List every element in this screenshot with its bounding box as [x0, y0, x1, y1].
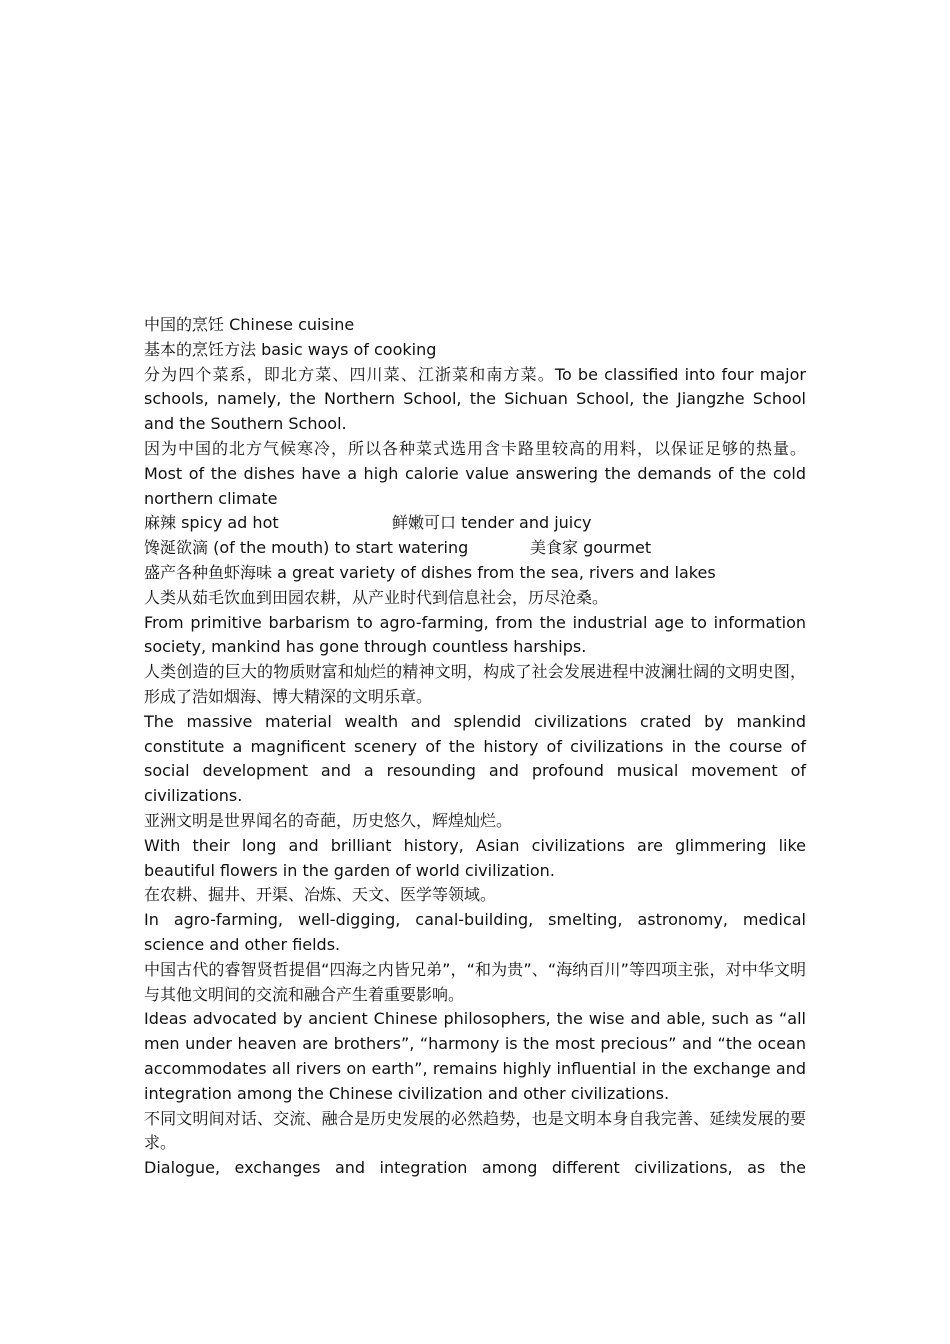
- paragraph-philosophers-en: Ideas advocated by ancient Chinese philosophers, the wise and able, such as “all men under heaven are brothers”, “harmony is the most precious” and “the ocean accommodates all rivers on earth”, remains highly influential in the exchange and integration among the Chinese civilization and other civilizations.: [144, 1009, 806, 1103]
- paragraph-seafood: 盛产各种鱼虾海味 a great variety of dishes from the sea, rivers and lakes: [144, 562, 716, 582]
- paragraph-northern-climate: 因为中国的北方气候寒冷，所以各种菜式选用含卡路里较高的用料，以保证足够的热量。Most of the dishes have a high calorie value answering the demands of the cold northern climate: [144, 438, 806, 508]
- paragraph-fields-en: In agro-farming, well-digging, canal-building, smelting, astronomy, medical science and other fields.: [144, 910, 806, 954]
- doc-title: 中国的烹饪 Chinese cuisine: [144, 315, 355, 334]
- paragraph-wealth-en: The massive material wealth and splendid civilizations crated by mankind constitute a magnificent scenery of the history of civilizations in the course of social development and a resounding and profound musical movement of civilizations.: [144, 711, 806, 806]
- vocab-gourmet: 美食家 gourmet: [530, 538, 652, 558]
- vocab-spicy: 麻辣 spicy ad hot: [144, 513, 279, 533]
- doc-subtitle: 基本的烹饪方法 basic ways of cooking: [144, 339, 437, 359]
- paragraph-dialogue-zh: 不同文明间对话、交流、融合是历史发展的必然趋势，也是文明本身自我完善、延续发展的要求。: [144, 1108, 806, 1153]
- paragraph-cuisine-schools: 分为四个菜系，即北方菜、四川菜、江浙菜和南方菜。To be classified into four major schools, namely, the Northern School, the Sichuan School, the Jiangzhe School and the Southern School.: [144, 364, 806, 434]
- vocab-watering: 馋涎欲滴 (of the mouth) to start watering: [144, 538, 469, 558]
- vocab-row-1: [144, 511, 806, 536]
- paragraph-wealth-zh: 人类创造的巨大的物质财富和灿烂的精神文明，构成了社会发展进程中波澜壮阔的文明史图，形成了浩如烟海、博大精深的文明乐章。: [144, 662, 806, 706]
- vocab-tender: 鲜嫩可口 tender and juicy: [392, 513, 592, 533]
- paragraph-philosophers-zh: 中国古代的睿智贤哲提倡“四海之内皆兄弟”，“和为贵”、“海纳百川”等四项主张，对中华文明与其他文明间的交流和融合产生着重要影响。: [144, 959, 806, 1004]
- paragraph-asian-en: With their long and brilliant history, Asian civilizations are glimmering like beautiful flowers in the garden of world civilization.: [144, 835, 806, 880]
- document-body: [144, 313, 806, 1181]
- paragraph-mankind-zh: 人类从茹毛饮血到田园农耕，从产业时代到信息社会，历尽沧桑。: [144, 587, 609, 607]
- vocab-row-2: [144, 536, 806, 561]
- paragraph-mankind-en: From primitive barbarism to agro-farming, from the industrial age to information society, mankind has gone through countless harships.: [144, 612, 806, 657]
- paragraph-fields-zh: 在农耕、掘井、开渠、冶炼、天文、医学等领域。: [144, 885, 497, 905]
- paragraph-asian-zh: 亚洲文明是世界闻名的奇葩，历史悠久，辉煌灿烂。: [144, 810, 513, 830]
- paragraph-dialogue-en: Dialogue, exchanges and integration among different civilizations, as the: [144, 1158, 806, 1178]
